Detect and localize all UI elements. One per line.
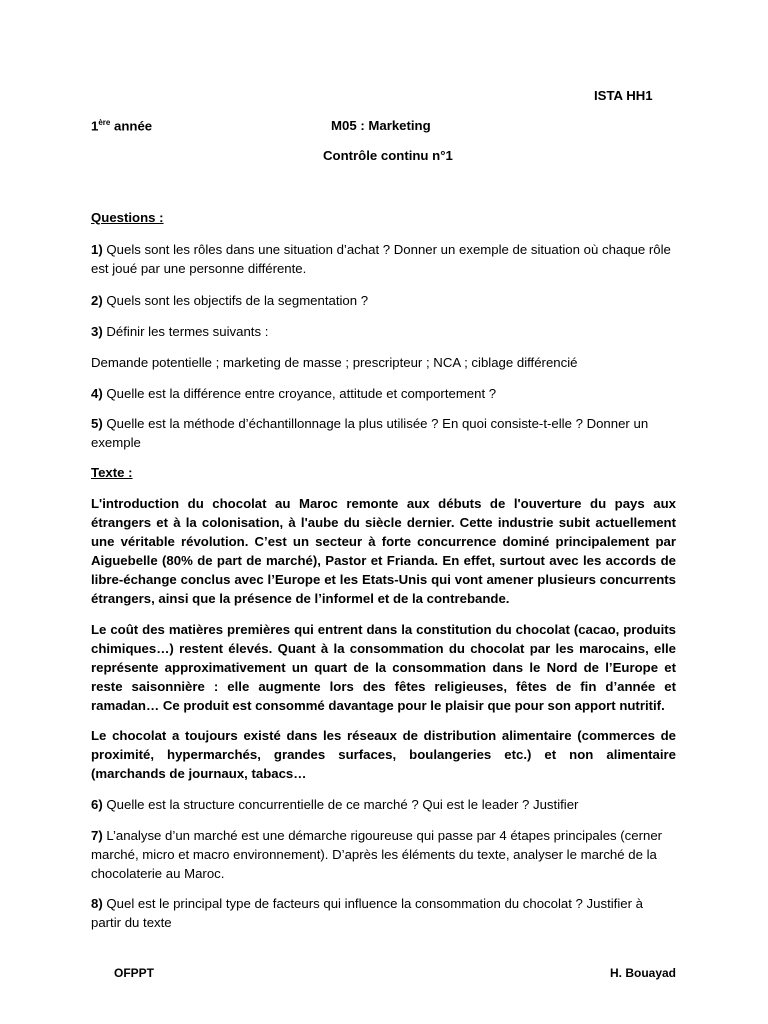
exam-title: Contrôle continu n°1 xyxy=(323,148,453,163)
text-paragraph: L'introduction du chocolat au Maroc remonte aux débuts de l'ouverture du pays aux étrangers et à la colonisation, à l'aube du siècle dernier. Cette industrie subit actuellement une véritable révolution. C’est un secteur à forte concurrence dominé principalement par Aiguebelle (80% de part de marché), Pastor et Frianda. En effet, surtout avec les accords de libre-échange conclus avec l’Europe et les Etats-Unis qui vont amener plusieurs concurrents étrangers, ainsi que la présence de l’informel et de la contrebande. xyxy=(91,496,676,606)
text-paragraph: Le coût des matières premières qui entrent dans la constitution du chocolat (cacao, produits chimiques…) restent élevés. Quant à la consommation du chocolat par les marocains, elle représente approximativement un quart de la consommation dans le Nord de l’Europe et reste saisonnière : elle augmente lors des fêtes religieuses, fêtes de fin d’année et ramadan… Ce produit est consommé davantage pour le plaisir que pour son apport nutritif. xyxy=(91,622,676,713)
question-7: 7) L’analyse d’un marché est une démarche rigoureuse qui passe par 4 étapes principales (cerner marché, micro et macro environnement). D’après les éléments du texte, analyser le marché de la chocolaterie au Maroc. xyxy=(91,828,663,881)
year-number: 1 xyxy=(91,118,99,134)
school-name: ISTA HH1 xyxy=(594,88,653,103)
module-title: M05 : Marketing xyxy=(331,118,431,133)
footer-right: H. Bouayad xyxy=(610,966,677,980)
question-2: 2) Quels sont les objectifs de la segmentation ? xyxy=(91,293,369,308)
question-4: 4) Quelle est la différence entre croyance, attitude et comportement ? xyxy=(91,386,497,401)
questions-heading: Questions : xyxy=(91,210,164,225)
question-8: 8) Quel est le principal type de facteurs qui influence la consommation du chocolat ? Justifier à partir du texte xyxy=(91,896,643,930)
text-paragraph: Le chocolat a toujours existé dans les réseaux de distribution alimentaire (commerces de proximité, hypermarchés, grandes surfaces, boulangeries etc.) et non alimentaire (marchands de journaux, tabacs… xyxy=(91,728,676,781)
question-3: 3) Définir les termes suivants : xyxy=(91,324,269,339)
question-1: 1) Quels sont les rôles dans une situation d’achat ? Donner un exemple de situation où chaque rôle est joué par une personne différente. xyxy=(91,242,671,276)
footer-left: OFPPT xyxy=(114,966,155,980)
question-6: 6) Quelle est la structure concurrentielle de ce marché ? Qui est le leader ? Justifier xyxy=(91,797,579,812)
year-superscript: ère xyxy=(98,118,111,127)
text-heading: Texte : xyxy=(91,465,133,480)
year-word: année xyxy=(110,118,153,134)
question-3-terms: Demande potentielle ; marketing de masse ; prescripteur ; NCA ; ciblage différencié xyxy=(91,355,578,370)
year-label xyxy=(91,118,152,133)
question-5: 5) Quelle est la méthode d’échantillonnage la plus utilisée ? En quoi consiste-t-elle ? Donner un exemple xyxy=(91,416,649,450)
